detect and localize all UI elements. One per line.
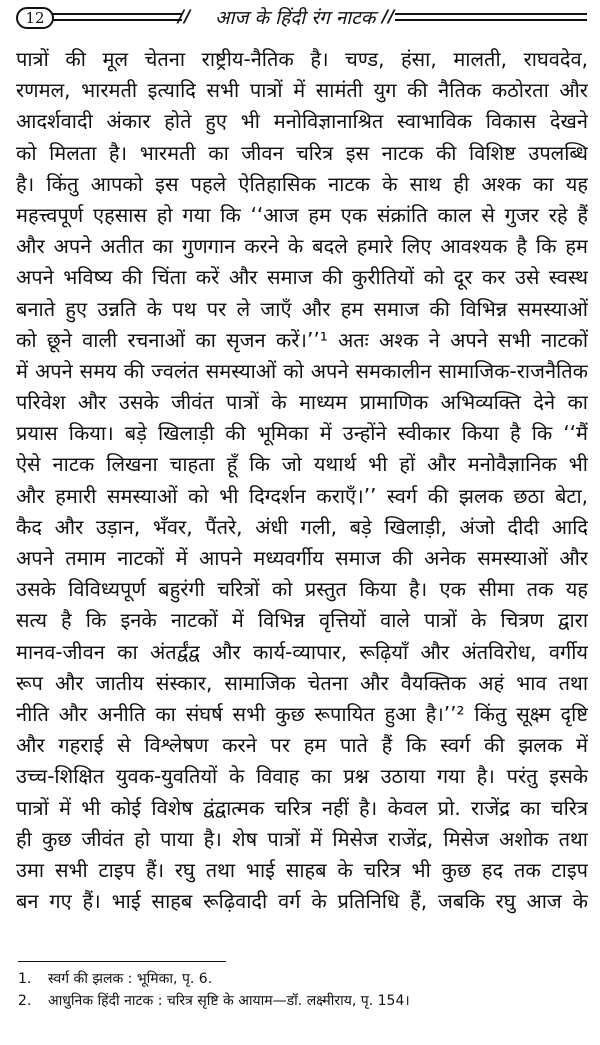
text-line: अपने भविष्य की चिंता करें और समाज की कुरीतियों को दूर कर उसे स्वस्थ: [16, 265, 588, 290]
text-line: रणमल, भारमती इत्यादि सभी पात्रों में सामंती युग की नैतिक कठोरता और: [16, 78, 588, 103]
text-line: और अपने अतीत का गुणगान करने के बदले हमारे लिए आवश्यक है कि हम: [16, 234, 588, 259]
text-line: मानव-जीवन का अंतर्द्वंद्व और कार्य-व्यापार, रूढ़ियाँ और अंतविरोध, वर्गीय: [16, 639, 588, 664]
text-line: ही कुछ जीवंत हो पाया है। शेष पात्रों में मिसेज राजेंद्र, मिसेज अशोक तथा: [16, 826, 588, 851]
running-title: आज के हिंदी रंग नाटक: [215, 7, 376, 29]
text-line: कैद और उड़ान, भँवर, पैंतरे, अंधी गली, बड़े खिलाड़ी, अंजो दीदी आदि: [16, 514, 588, 539]
text-line: नीति और अनीति का संघर्ष सभी कुछ रूपायित हुआ है।’’² किंतु सूक्ष्म दृष्टि: [16, 701, 588, 726]
text-line: को मिलता है। भारमती का जीवन चरित्र इस नाटक की विशिष्ट उपलब्धि: [16, 140, 588, 165]
footnote-number: 1.: [18, 971, 32, 987]
text-line: महत्त्वपूर्ण एहसास हो गया कि ‘‘आज हम एक संक्रांति काल से गुजर रहे हैं: [16, 202, 588, 227]
text-line: आदर्शवादी अंकार होते हुए भी मनोविज्ञानाश्रित स्वाभाविक विकास देखने: [16, 109, 588, 134]
header-slash-left: //: [178, 7, 191, 27]
header-double-rule-left: [52, 13, 182, 21]
text-line: उसके विविध्यपूर्ण बहुरंगी चरित्रों को प्रस्तुत किया है। एक सीमा तक यह: [16, 577, 588, 602]
text-line: को छूने वाली रचनाओं का सृजन करें।’’¹ अतः अश्क ने अपने सभी नाटकों: [16, 327, 588, 352]
text-line: ऐसे नाटक लिखना चाहता हूँ कि जो यथार्थ भी हों और मनोवैज्ञानिक भी: [16, 452, 588, 477]
text-line: में अपने समय की ज्वलंत समस्याओं को अपने समकालीन सामाजिक-राजनैतिक: [16, 358, 588, 383]
footnote-number: 2.: [18, 993, 32, 1009]
footnote-1: [18, 968, 578, 990]
text-line: बनाते हुए उन्नति के पथ पर ले जाएँ और हम समाज की विभिन्न समस्याओं: [16, 296, 588, 321]
footnote-divider: [18, 961, 226, 962]
body-paragraph: [16, 44, 588, 917]
text-line: है। किंतु आपको इस पहले ऐतिहासिक नाटक के साथ ही अश्क का यह: [16, 171, 588, 196]
text-line: और गहराई से विश्लेषण करने पर हम पाते हैं कि स्वर्ग की झलक में: [16, 733, 588, 758]
text-line: बन गए हैं। भाई साहब रूढ़िवादी वर्ग के प्रतिनिधि हैं, जबकि रघु आज के: [16, 889, 588, 914]
text-line: और हमारी समस्याओं को भी दिग्दर्शन कराएँ।’’ स्वर्ग की झलक छठा बेटा,: [16, 483, 588, 508]
text-line: सत्य है कि इनके नाटकों में विभिन्न वृत्तियों वाले पात्रों के चित्रण द्वारा: [16, 608, 588, 633]
page-number: 12: [16, 7, 54, 29]
header-slash-right: //: [382, 7, 395, 27]
text-line: पात्रों में भी कोई विशेष द्वंद्वात्मक चरित्र नहीं है। केवल प्रो. राजेंद्र का चरित्र: [16, 795, 588, 820]
text-line: अपने तमाम नाटकों में आपने मध्यवर्गीय समाज की अनेक समस्याओं और: [16, 546, 588, 570]
footnote-2: [18, 990, 578, 1012]
text-line: पात्रों की मूल चेतना राष्ट्रीय-नैतिक है। चण्ड, हंसा, मालती, राघवदेव,: [16, 47, 588, 71]
text-line: उमा सभी टाइप हैं। रघु तथा भाई साहब के चरित्र भी कुछ हद तक टाइप: [16, 857, 588, 882]
text-line: परिवेश और उसके जीवंत पात्रों के माध्यम प्रामाणिक अभिव्यक्ति देने का: [16, 390, 588, 415]
page-header: [0, 0, 600, 36]
footnote-text: आधुनिक हिंदी नाटक : चरित्र सृष्टि के आयाम—डॉ. लक्ष्मीराय, पृ. 154।: [48, 993, 410, 1009]
footnotes: [18, 968, 578, 1012]
text-line: प्रयास किया। बड़े खिलाड़ी की भूमिका में उन्होंने स्वीकार किया है कि ‘‘मैं: [16, 421, 588, 446]
text-line: रूप और जातीय संस्कार, सामाजिक चेतना और वैयक्तिक अहं भाव तथा: [16, 670, 588, 695]
text-line: उच्च-शिक्षित युवक-युवतियों के विवाह का प्रश्न उठाया गया है। परंतु इसके: [16, 764, 588, 789]
footnote-text: स्वर्ग की झलक : भूमिका, पृ. 6.: [48, 971, 213, 987]
header-double-rule-right: [395, 13, 587, 21]
